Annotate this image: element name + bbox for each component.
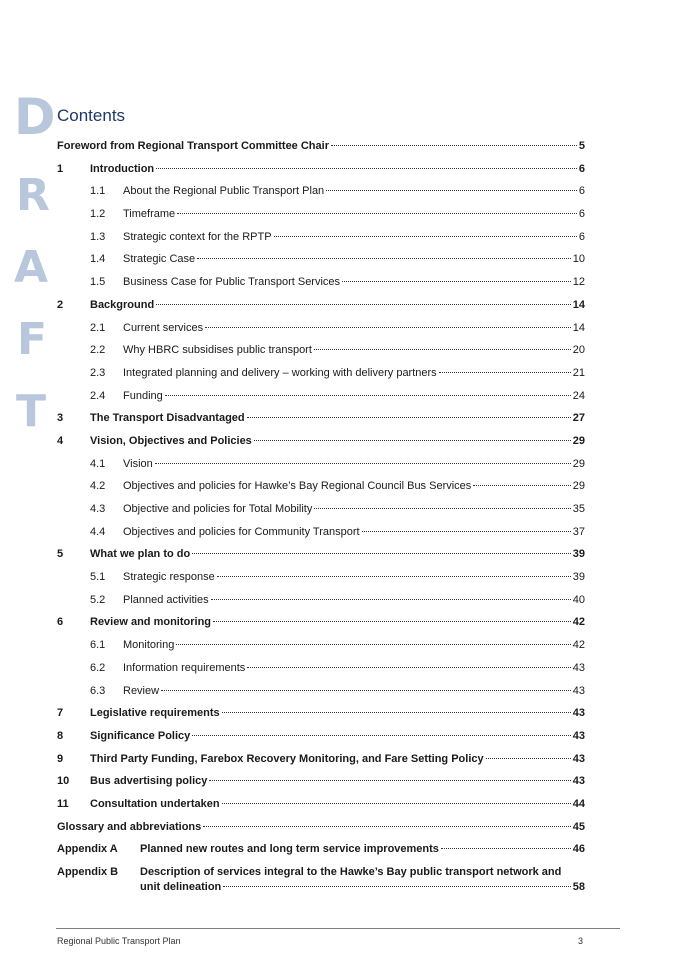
toc-number: 1.5 bbox=[90, 276, 106, 289]
toc-subentry[interactable] bbox=[57, 231, 585, 254]
toc-leader bbox=[192, 735, 570, 736]
toc-number: 4.1 bbox=[90, 457, 106, 470]
toc-page-number: 39 bbox=[572, 548, 585, 561]
toc-page-number: 45 bbox=[572, 820, 585, 833]
toc-page-number: 35 bbox=[572, 503, 585, 515]
toc-page-number: 24 bbox=[572, 389, 585, 402]
toc-number: 2.2 bbox=[90, 344, 106, 357]
toc-label: Objectives and policies for Hawke’s Bay Regional Council Bus Services bbox=[123, 480, 472, 493]
toc-entry[interactable] bbox=[57, 412, 585, 435]
toc-leader bbox=[247, 417, 571, 418]
toc-label: unit delineation bbox=[140, 881, 222, 893]
toc-label: Strategic Case bbox=[123, 253, 196, 266]
toc-page-number: 40 bbox=[572, 593, 585, 606]
toc-page-number: 10 bbox=[572, 253, 585, 266]
toc-label: Strategic context for the RPTP bbox=[123, 230, 272, 243]
toc-entry[interactable] bbox=[57, 775, 585, 798]
toc-page-number: 14 bbox=[572, 321, 585, 334]
toc-leader bbox=[211, 599, 571, 600]
toc-entry-glossary[interactable] bbox=[57, 821, 585, 844]
toc-subentry[interactable] bbox=[57, 480, 585, 503]
watermark-letter: D bbox=[14, 88, 56, 146]
toc-label: The Transport Disadvantaged bbox=[90, 412, 245, 425]
toc-page-number: 39 bbox=[572, 571, 585, 584]
toc-subentry[interactable] bbox=[57, 571, 585, 594]
toc-page-number: 6 bbox=[578, 162, 585, 175]
toc-page-number: 43 bbox=[572, 684, 585, 697]
toc-label: Business Case for Public Transport Services bbox=[123, 276, 341, 289]
toc-page-number: 21 bbox=[572, 366, 585, 379]
toc-page-number: 29 bbox=[572, 457, 585, 470]
toc-subentry[interactable] bbox=[57, 390, 585, 413]
toc-number: 5.1 bbox=[90, 571, 106, 584]
toc-label: Significance Policy bbox=[90, 729, 191, 742]
toc-leader bbox=[176, 644, 570, 645]
toc-number: Appendix B bbox=[57, 866, 119, 878]
toc-number: 1.1 bbox=[90, 185, 106, 198]
toc-entry[interactable] bbox=[57, 753, 585, 776]
toc-number: 2.4 bbox=[90, 389, 106, 402]
toc-page-number: 42 bbox=[572, 616, 585, 629]
toc-label: Current services bbox=[123, 321, 204, 334]
toc-number: 2.3 bbox=[90, 366, 106, 379]
toc-number: 6.2 bbox=[90, 661, 106, 674]
footer-document-title: Regional Public Transport Plan bbox=[57, 936, 181, 946]
toc-label: Planned new routes and long term service improvements bbox=[140, 843, 439, 856]
page-title: Contents bbox=[57, 106, 126, 125]
toc-page-number: 43 bbox=[572, 775, 585, 788]
footer-divider bbox=[56, 928, 620, 929]
toc-leader bbox=[326, 190, 577, 191]
toc-page-number: 6 bbox=[578, 230, 585, 243]
toc-subentry[interactable] bbox=[57, 639, 585, 662]
toc-label: What we plan to do bbox=[90, 548, 191, 561]
toc-leader bbox=[274, 236, 577, 237]
toc-leader bbox=[161, 690, 571, 691]
toc-subentry[interactable] bbox=[57, 322, 585, 345]
toc-entry[interactable] bbox=[57, 299, 585, 322]
toc-leader bbox=[473, 485, 570, 486]
toc-label: Review and monitoring bbox=[90, 616, 212, 629]
watermark-letter: R bbox=[16, 170, 50, 221]
toc-number: 4 bbox=[57, 434, 64, 447]
toc-label: Background bbox=[90, 298, 155, 311]
toc-entry[interactable] bbox=[57, 798, 585, 821]
toc-leader bbox=[213, 621, 571, 622]
toc-subentry[interactable] bbox=[57, 662, 585, 685]
toc-leader bbox=[222, 712, 571, 713]
toc-number: 11 bbox=[57, 797, 69, 810]
toc-page-number: 14 bbox=[572, 298, 585, 311]
watermark-letter: F bbox=[17, 314, 48, 365]
toc-label: Information requirements bbox=[123, 661, 246, 674]
toc-leader bbox=[203, 826, 570, 827]
toc-number: 8 bbox=[57, 729, 64, 742]
toc-number: 3 bbox=[57, 412, 64, 425]
toc-page-number: 58 bbox=[572, 881, 585, 893]
toc-label: Monitoring bbox=[123, 639, 175, 652]
toc-subentry[interactable] bbox=[57, 526, 585, 549]
toc-leader bbox=[223, 886, 570, 887]
toc-page-number: 6 bbox=[578, 208, 585, 221]
toc-label: Introduction bbox=[90, 162, 155, 175]
toc-page-number: 29 bbox=[572, 480, 585, 493]
toc-entry[interactable] bbox=[57, 730, 585, 753]
toc-leader bbox=[197, 258, 571, 259]
toc-number: Appendix A bbox=[57, 843, 118, 856]
toc-leader bbox=[156, 168, 577, 169]
toc-label: Vision bbox=[123, 457, 153, 470]
watermark-letter: A bbox=[14, 242, 49, 293]
toc-subentry[interactable] bbox=[57, 367, 585, 390]
watermark-letter: T bbox=[16, 386, 47, 437]
toc-leader bbox=[205, 327, 571, 328]
toc-label: Foreword from Regional Transport Committee Chair bbox=[57, 140, 329, 152]
footer-page-number: 3 bbox=[578, 936, 584, 946]
toc-entry-foreword[interactable] bbox=[57, 140, 585, 163]
toc-leader bbox=[439, 372, 571, 373]
toc-page-number: 43 bbox=[572, 707, 585, 720]
toc-subentry[interactable] bbox=[57, 185, 585, 208]
toc-leader bbox=[441, 848, 571, 849]
toc-subentry[interactable] bbox=[57, 594, 585, 617]
toc-label: Integrated planning and delivery – working with delivery partners bbox=[123, 366, 437, 379]
toc-subentry[interactable] bbox=[57, 344, 585, 367]
toc-leader bbox=[486, 758, 571, 759]
toc-label: Objective and policies for Total Mobility bbox=[123, 503, 313, 515]
toc-label: Strategic response bbox=[123, 571, 215, 584]
toc-leader bbox=[192, 553, 571, 554]
toc-number: 9 bbox=[57, 752, 64, 765]
toc-label: Why HBRC subsidises public transport bbox=[123, 344, 312, 357]
toc-entry[interactable] bbox=[57, 435, 585, 458]
toc-page-number: 27 bbox=[572, 412, 585, 425]
toc-number: 4.4 bbox=[90, 525, 106, 538]
toc-page-number: 29 bbox=[572, 434, 585, 447]
toc-label: Review bbox=[123, 684, 160, 697]
toc-entry[interactable] bbox=[57, 548, 585, 571]
toc-number: 10 bbox=[57, 775, 70, 788]
toc-subentry[interactable] bbox=[57, 208, 585, 231]
toc-number: 2 bbox=[57, 298, 64, 311]
toc-leader bbox=[314, 508, 570, 509]
toc-number: 7 bbox=[57, 707, 64, 720]
toc-leader bbox=[165, 395, 571, 396]
toc-number: 2.1 bbox=[90, 321, 106, 334]
toc-label: Timeframe bbox=[123, 208, 176, 221]
toc-number: 5.2 bbox=[90, 593, 106, 606]
toc-page-number: 44 bbox=[572, 797, 585, 810]
toc-leader bbox=[247, 667, 570, 668]
toc-page-number: 46 bbox=[572, 843, 585, 856]
toc-page-number: 43 bbox=[572, 661, 585, 674]
toc-leader bbox=[155, 463, 571, 464]
toc-label: Vision, Objectives and Policies bbox=[90, 434, 252, 447]
toc-page-number: 43 bbox=[572, 729, 585, 742]
toc-label: Planned activities bbox=[123, 593, 209, 606]
toc-label: Glossary and abbreviations bbox=[57, 820, 202, 833]
toc-entry[interactable] bbox=[57, 707, 585, 730]
toc-page-number: 43 bbox=[572, 752, 585, 765]
toc-subentry[interactable] bbox=[57, 685, 585, 708]
toc-subentry[interactable] bbox=[57, 503, 585, 526]
toc-entry-appendix-a[interactable] bbox=[57, 843, 585, 866]
toc-entry[interactable] bbox=[57, 616, 585, 639]
toc-leader bbox=[222, 803, 571, 804]
toc-number: 1 bbox=[57, 162, 64, 175]
toc-label: Funding bbox=[123, 389, 163, 402]
toc-label: Objectives and policies for Community Transport bbox=[123, 525, 360, 538]
toc-number: 1.3 bbox=[90, 230, 106, 243]
toc-number: 1.4 bbox=[90, 253, 106, 266]
toc-number: 5 bbox=[57, 548, 64, 561]
toc-label: About the Regional Public Transport Plan bbox=[123, 185, 325, 198]
toc-leader bbox=[254, 440, 571, 441]
toc-page-number: 12 bbox=[572, 276, 585, 289]
toc-number: 1.2 bbox=[90, 208, 106, 221]
toc-page-number: 42 bbox=[572, 639, 585, 652]
toc-page-number: 20 bbox=[572, 344, 585, 357]
toc-page-number: 6 bbox=[578, 185, 585, 198]
toc-entry-appendix-b[interactable] bbox=[57, 866, 585, 900]
toc-leader bbox=[342, 281, 571, 282]
toc-page-number: 37 bbox=[572, 525, 585, 538]
toc-subentry[interactable] bbox=[57, 458, 585, 481]
toc-leader bbox=[217, 576, 571, 577]
toc-number: 4.3 bbox=[90, 503, 106, 515]
toc-leader bbox=[314, 349, 571, 350]
toc-page-number: 5 bbox=[578, 140, 585, 152]
toc-leader bbox=[209, 780, 570, 781]
toc-leader bbox=[362, 531, 571, 532]
toc-label: Consultation undertaken bbox=[90, 797, 220, 810]
toc-label: Third Party Funding, Farebox Recovery Monitoring, and Fare Setting Policy bbox=[90, 752, 484, 765]
toc-label: Description of services integral to the Hawke’s Bay public transport network and bbox=[140, 866, 562, 878]
toc-leader bbox=[177, 213, 577, 214]
toc-number: 6.1 bbox=[90, 639, 106, 652]
toc-number: 6 bbox=[57, 616, 64, 629]
toc-entry[interactable] bbox=[57, 163, 585, 186]
toc-label: Bus advertising policy bbox=[90, 775, 208, 788]
toc-leader bbox=[331, 145, 577, 146]
toc-leader bbox=[156, 304, 571, 305]
toc-label: Legislative requirements bbox=[90, 707, 220, 720]
toc-subentry[interactable] bbox=[57, 276, 585, 299]
toc-number: 6.3 bbox=[90, 684, 106, 697]
toc-subentry[interactable] bbox=[57, 253, 585, 276]
toc-number: 4.2 bbox=[90, 480, 106, 493]
table-of-contents bbox=[57, 140, 585, 900]
